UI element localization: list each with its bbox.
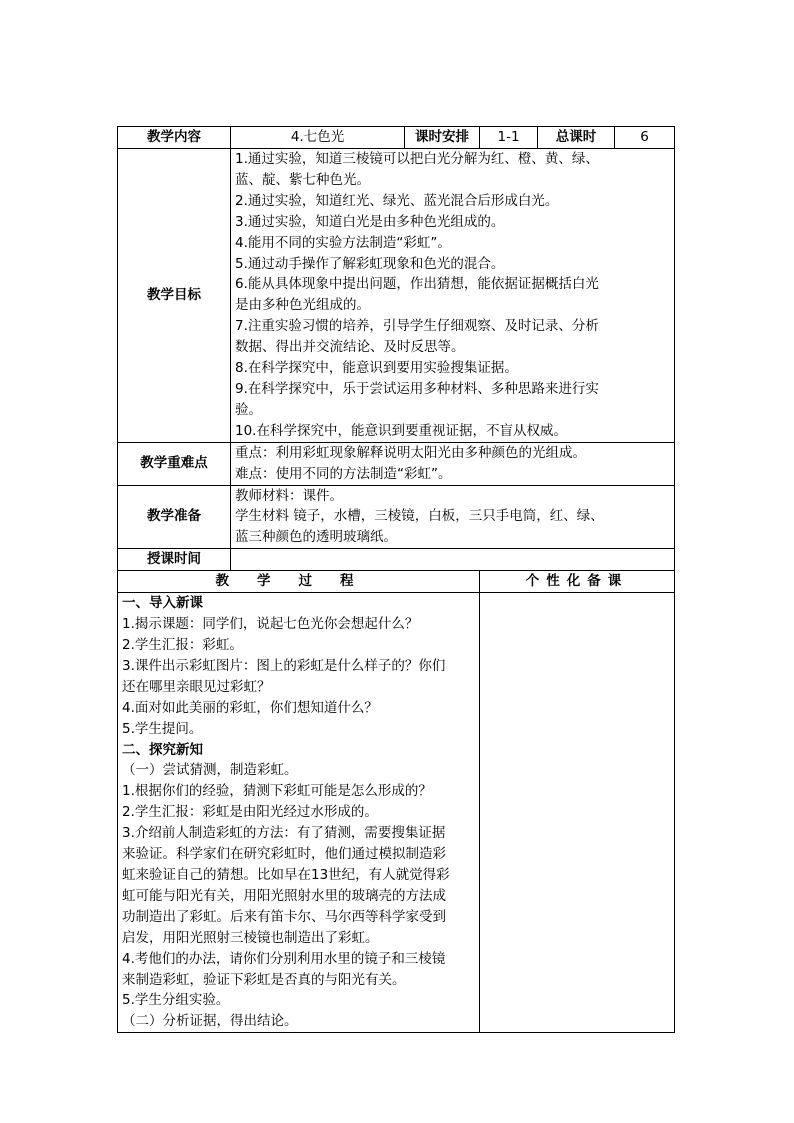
- schedule-value: 1-1: [480, 127, 538, 149]
- process-header: 教学过程: [215, 573, 382, 590]
- process-line: 来制造彩虹，验证下彩虹是否真的与阳光有关。: [122, 971, 406, 988]
- process-line: （一）尝试猜测，制造彩虹。: [122, 762, 298, 779]
- process-line: 一、导入新课: [122, 595, 203, 612]
- personalized-prep-notes: [480, 593, 675, 1033]
- process-content: [118, 593, 480, 1033]
- objective-line: 5.通过动手操作了解彩虹现象和色光的混合。: [235, 255, 505, 272]
- objectives-label: 教学目标: [118, 149, 231, 443]
- total-value: 6: [615, 127, 675, 149]
- process-line: 虹来验证自己的猜想。比如早在13世纪，有人就觉得彩: [122, 867, 450, 883]
- total-label: 总课时: [538, 127, 615, 149]
- objective-line: 2.通过实验，知道红光、绿光、蓝光混合后形成白光。: [235, 192, 559, 209]
- header-row: [118, 127, 675, 149]
- objective-line: 1.通过实验，知道三棱镜可以把白光分解为红、橙、黄、绿、: [235, 151, 599, 167]
- process-header-row: [118, 571, 675, 593]
- class-time-value: [231, 549, 675, 571]
- objectives-content: [231, 149, 675, 443]
- lesson-plan-page: [117, 126, 674, 1033]
- objective-line: 验。: [235, 401, 262, 418]
- process-line: （二）分析证据，得出结论。: [122, 1013, 298, 1030]
- process-line: 3.课件出示彩虹图片：图上的彩虹是什么样子的？你们: [122, 657, 446, 674]
- key-points-label: 教学重难点: [118, 442, 231, 485]
- process-line: 功制造出了彩虹。后来有笛卡尔、马尔西等科学家受到: [122, 908, 446, 925]
- process-line: 二、探究新知: [122, 741, 203, 758]
- preparation-line: 蓝三种颜色的透明玻璃纸。: [235, 529, 397, 546]
- key-point-line: 难点：使用不同的方法制造“彩虹”。: [235, 465, 452, 482]
- schedule-label: 课时安排: [405, 127, 480, 149]
- process-line: 启发，用阳光照射三棱镜也制造出了彩虹。: [122, 929, 379, 946]
- content-label: 教学内容: [118, 127, 231, 149]
- process-line: 4.考他们的办法，请你们分别利用水里的镜子和三棱镜: [122, 950, 446, 967]
- objective-line: 7.注重实验习惯的培养，引导学生仔细观察、及时记录、分析: [235, 318, 599, 335]
- process-line: 1.揭示课题：同学们，说起七色光你会想起什么？: [122, 616, 419, 633]
- process-line: 2.学生汇报：彩虹。: [122, 637, 243, 654]
- preparation-row: [118, 485, 675, 549]
- process-line: 虹可能与阳光有关，用阳光照射水里的玻璃壳的方法成: [122, 887, 446, 904]
- lesson-plan-table: [117, 126, 675, 1033]
- process-line: 2.学生汇报：彩虹是由阳光经过水形成的。: [122, 804, 378, 821]
- process-line: 3.介绍前人制造彩虹的方法：有了猜测，需要搜集证据: [122, 825, 446, 842]
- preparation-line: 学生材料 镜子，水槽，三棱镜，白板，三只手电筒，红、绿、: [235, 508, 604, 525]
- objective-line: 6.能从具体现象中提出问题，作出猜想，能依据证据概括白光: [235, 276, 599, 293]
- content-value: 4.七色光: [231, 127, 405, 149]
- process-header-cell: [118, 571, 480, 593]
- key-point-line: 重点：利用彩虹现象解释说明太阳光由多种颜色的光组成。: [235, 444, 586, 461]
- process-line: 5.学生提问。: [122, 720, 203, 737]
- process-line: 来验证。科学家们在研究彩虹时，他们通过模拟制造彩: [122, 846, 446, 863]
- objective-line: 是由多种色光组成的。: [235, 297, 370, 314]
- preparation-line: 教师材料：课件。: [235, 487, 343, 504]
- process-body-row: [118, 593, 675, 1033]
- process-line: 还在哪里亲眼见过彩虹？: [122, 678, 271, 695]
- key-points-row: [118, 442, 675, 485]
- process-line: 4.面对如此美丽的彩虹，你们想知道什么？: [122, 699, 378, 716]
- objective-line: 8.在科学探究中，能意识到要用实验搜集证据。: [235, 360, 518, 377]
- preparation-content: [231, 485, 675, 549]
- personalized-prep-header: 个性化备课: [525, 573, 629, 590]
- objective-line: 数据、得出并交流结论、及时反思等。: [235, 339, 465, 356]
- class-time-label: 授课时间: [118, 549, 231, 571]
- objectives-row: [118, 149, 675, 443]
- objective-line: 9.在科学探究中，乐于尝试运用多种材料、多种思路来进行实: [235, 380, 599, 397]
- key-points-content: [231, 442, 675, 485]
- class-time-row: [118, 549, 675, 571]
- process-line: 5.学生分组实验。: [122, 992, 230, 1009]
- objective-line: 10.在科学探究中，能意识到要重视证据，不盲从权威。: [235, 422, 567, 439]
- objective-line: 4.能用不同的实验方法制造“彩虹”。: [235, 234, 451, 251]
- process-line: 1.根据你们的经验，猜测下彩虹可能是怎么形成的？: [122, 783, 432, 800]
- objective-line: 蓝、靛、紫七种色光。: [235, 171, 370, 188]
- side-header-cell: [480, 571, 675, 593]
- objective-line: 3.通过实验，知道白光是由多种色光组成的。: [235, 213, 505, 230]
- preparation-label: 教学准备: [118, 485, 231, 549]
